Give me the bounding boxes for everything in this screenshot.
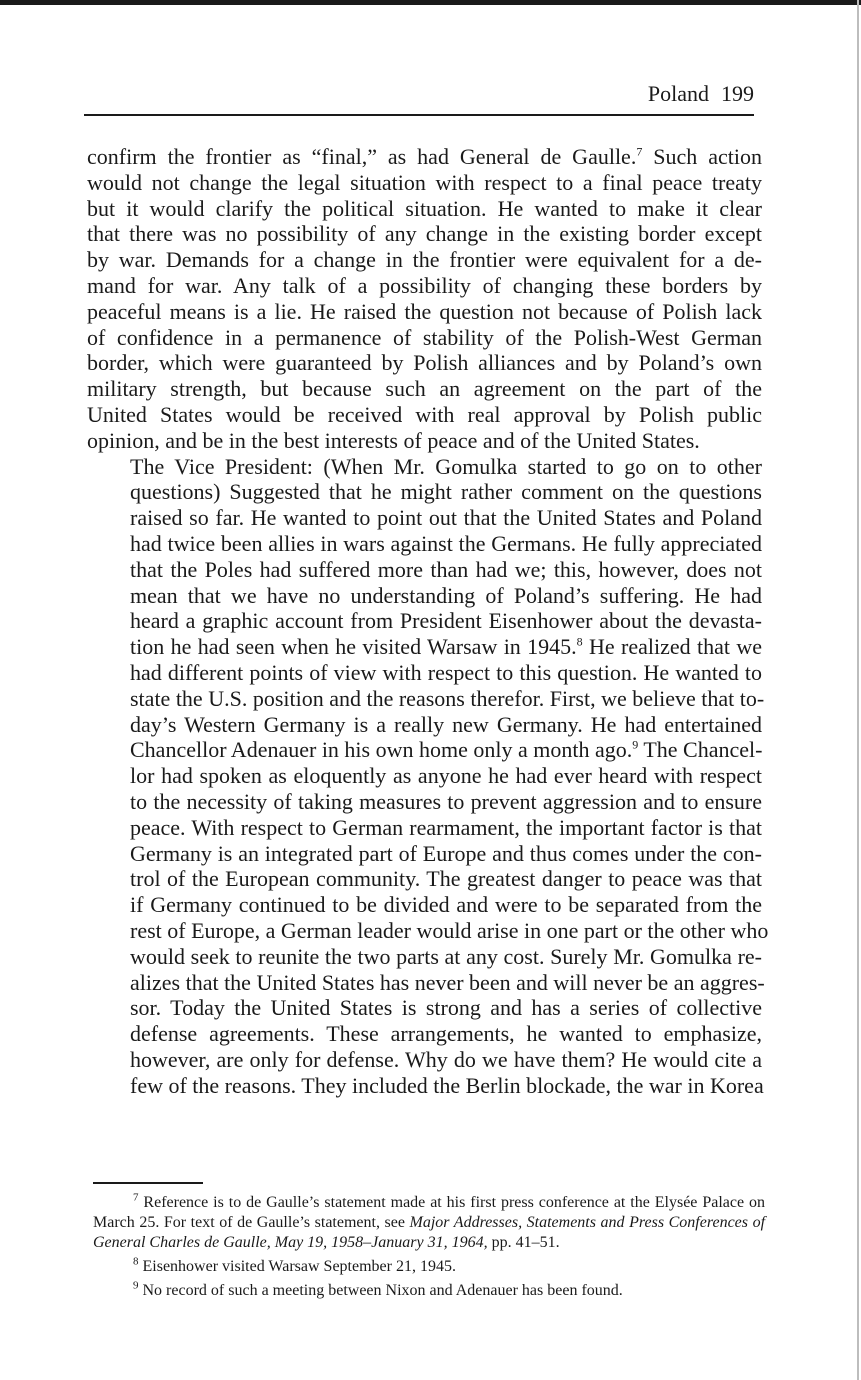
text-line: state the U.S. position and the reasons therefor. First, we believe that to- bbox=[130, 685, 765, 711]
paragraph-2 bbox=[87, 453, 769, 1099]
text-line: alizes that the United States has never been and will never be an aggres- bbox=[130, 969, 765, 995]
footnote-ref-8[interactable]: 8 bbox=[576, 634, 583, 649]
text-line: however, are only for defense. Why do we have them? He would cite a bbox=[130, 1046, 762, 1072]
footnote-rule bbox=[93, 1182, 203, 1184]
top-edge-bar bbox=[0, 0, 861, 5]
body-text bbox=[87, 144, 769, 1098]
text-line: peace. With respect to German rearmament, the important factor is that bbox=[130, 814, 762, 840]
text-line: heard a graphic account from President Eisenhower about the devasta- bbox=[130, 608, 762, 634]
text-line: that the Poles had suffered more than had we; this, however, does not bbox=[130, 556, 762, 582]
text-line: day’s Western Germany is a really new Germany. He had entertained bbox=[130, 711, 762, 737]
text-line: sor. Today the United States is strong and has a series of collective bbox=[130, 995, 762, 1021]
text-line: Germany is an integrated part of Europe and thus comes under the con- bbox=[130, 840, 762, 866]
footnote-marker: 7 bbox=[133, 1191, 139, 1204]
footnote-marker: 8 bbox=[133, 1255, 139, 1268]
page-edge-shadow bbox=[857, 0, 859, 1380]
text-line: border, which were guaranteed by Polish alliances and by Poland’s own bbox=[87, 350, 762, 376]
text-line: confirm the frontier as “final,” as had General de Gaulle.$^7$ Such action bbox=[87, 144, 762, 169]
text-line: but it would clarify the political situation. He wanted to make it clear bbox=[87, 195, 762, 221]
footnote-ref-7[interactable]: 7 bbox=[636, 144, 643, 159]
paragraph-1 bbox=[87, 144, 762, 454]
text-line: military strength, but because such an agreement on the part of the bbox=[87, 376, 762, 402]
text-line: questions) Suggested that he might rather comment on the questions bbox=[130, 479, 762, 505]
text-line: had twice been allies in wars against the Germans. He fully appreciated bbox=[130, 530, 762, 556]
text-line: lor had spoken as eloquently as anyone he had ever heard with respect bbox=[130, 763, 762, 789]
text-line: The Vice President: (When Mr. Gomulka started to go on to other bbox=[130, 453, 762, 479]
footnote-marker: 9 bbox=[133, 1279, 139, 1292]
header-rule bbox=[84, 114, 754, 116]
footnote-7: $^7$ Reference is to de Gaulle’s statement made at his first press conference at the Elysée Palace on March 25. For text of de Gaulle’s statement, see Major Addresses, Statements and Press Conferences of General Charles de Gaulle, May 19, 1958–January 31, 1964, pp. 41–51. bbox=[93, 1191, 766, 1251]
footnote-title: Major Addresses, Statements and Press Conferences of General Charles de Gaulle, May 19, 1958–January 31, 1964, bbox=[93, 1214, 766, 1251]
page-number: 199 bbox=[721, 81, 754, 106]
text-line: opinion, and be in the best interests of peace and of the United States. bbox=[87, 427, 700, 453]
text-line: would not change the legal situation with respect to a final peace treaty bbox=[87, 169, 762, 195]
running-head-title: Poland bbox=[647, 81, 709, 106]
footnote-8: $^8$ Eisenhower visited Warsaw September 21, 1945. bbox=[133, 1255, 456, 1275]
text-line: rest of Europe, a German leader would arise in one part or the other who bbox=[130, 917, 769, 943]
running-head bbox=[84, 80, 754, 108]
text-line: peaceful means is a lie. He raised the question not because of Polish lack bbox=[87, 298, 762, 324]
text-line: defense agreements. These arrangements, he wanted to emphasize, bbox=[130, 1021, 762, 1047]
text-line: tion he had seen when he visited Warsaw in 1945.$^8$ He realized that we bbox=[130, 634, 763, 660]
text-line: few of the reasons. They included the Berlin blockade, the war in Korea bbox=[130, 1072, 764, 1098]
footnote-9: $^9$ No record of such a meeting between Nixon and Adenauer has been found. bbox=[133, 1279, 623, 1299]
text-line: United States would be received with real approval by Polish public bbox=[87, 401, 762, 427]
text-line: of confidence in a permanence of stability of the Polish-West German bbox=[87, 324, 762, 350]
text-line: had different points of view with respect to this question. He wanted to bbox=[130, 659, 762, 685]
footnote-ref-9[interactable]: 9 bbox=[632, 738, 639, 752]
text-line: trol of the European community. The greatest danger to peace was that bbox=[130, 866, 762, 892]
text-line: raised so far. He wanted to point out that the United States and Poland bbox=[130, 505, 762, 531]
text-line: if Germany continued to be divided and were to be separated from the bbox=[130, 892, 762, 918]
text-line: by war. Demands for a change in the frontier were equivalent for a de- bbox=[87, 247, 762, 273]
text-line: mand for war. Any talk of a possibility of changing these borders by bbox=[87, 272, 762, 298]
footnotes bbox=[93, 1193, 765, 1305]
text-line: would seek to reunite the two parts at any cost. Surely Mr. Gomulka re- bbox=[130, 943, 762, 969]
text-line: that there was no possibility of any change in the existing border except bbox=[87, 221, 762, 247]
text-line: Chancellor Adenauer in his own home only a month ago.$^9$ The Chancel- bbox=[130, 737, 763, 763]
text-line: mean that we have no understanding of Poland’s suffering. He had bbox=[130, 582, 762, 608]
text-line: to the necessity of taking measures to prevent aggression and to ensure bbox=[130, 788, 762, 814]
